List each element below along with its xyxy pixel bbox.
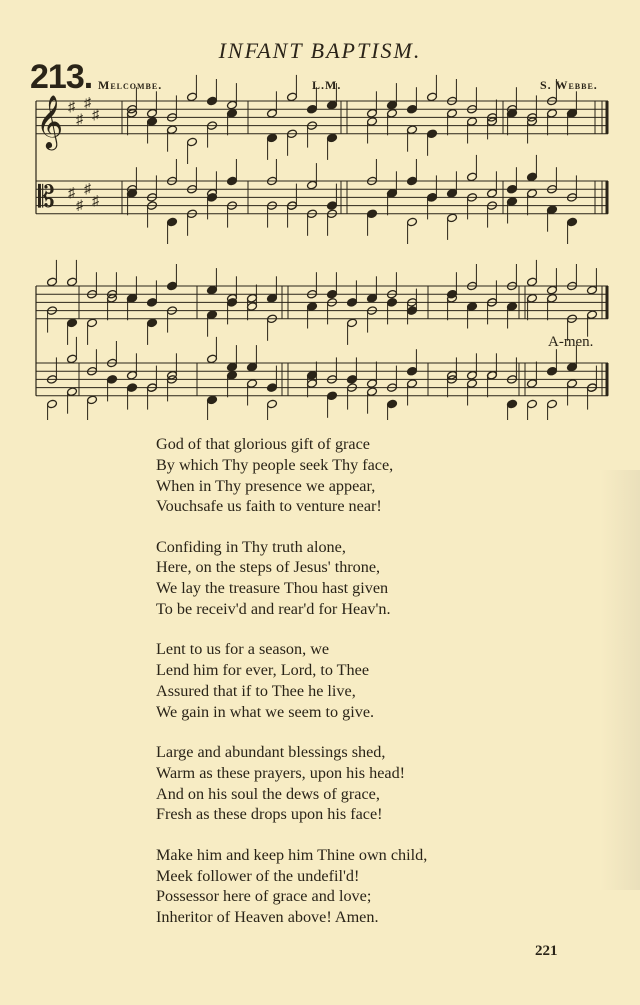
note-head bbox=[267, 294, 278, 304]
note-head bbox=[587, 285, 598, 295]
note-head bbox=[487, 371, 498, 381]
verse-line: Here, on the steps of Jesus' throne, bbox=[156, 558, 381, 577]
note-head bbox=[407, 379, 418, 389]
verse-line: Possessor here of grace and love; bbox=[156, 887, 372, 906]
note-head bbox=[527, 399, 538, 409]
note-head bbox=[347, 375, 358, 385]
verse-line: Lent to us for a season, we bbox=[156, 640, 330, 659]
verse-line: Inheritor of Heaven above! Amen. bbox=[156, 908, 379, 927]
hymn-number: 213. bbox=[30, 58, 93, 96]
note-head bbox=[567, 109, 578, 119]
note-head bbox=[567, 379, 578, 389]
notes bbox=[47, 75, 598, 420]
bleed-through-shadow bbox=[600, 470, 640, 890]
note-head bbox=[147, 109, 158, 119]
sharp-sign: ♯ bbox=[92, 194, 99, 210]
clefs-and-keys bbox=[36, 94, 100, 215]
verse-line: Warm as these prayers, upon his head! bbox=[156, 763, 406, 782]
hymn-text bbox=[156, 434, 576, 947]
note-head bbox=[87, 395, 98, 405]
note-head bbox=[167, 281, 178, 291]
note-head bbox=[367, 294, 378, 304]
note-head bbox=[407, 104, 418, 114]
note-head bbox=[207, 310, 218, 320]
note-head bbox=[227, 176, 238, 186]
note-head bbox=[407, 217, 418, 227]
note-head bbox=[287, 92, 298, 102]
note-head bbox=[387, 298, 398, 308]
note-head bbox=[447, 109, 458, 119]
note-head bbox=[267, 133, 278, 143]
verse-line: Large and abundant blessings shed, bbox=[156, 743, 386, 762]
note-head bbox=[247, 302, 258, 312]
sharp-sign: ♯ bbox=[84, 95, 91, 111]
note-head bbox=[367, 209, 378, 219]
page-number: 221 bbox=[535, 943, 558, 959]
verse-line: We gain in what we seem to give. bbox=[156, 702, 375, 721]
note-head bbox=[207, 285, 218, 295]
note-head bbox=[227, 362, 238, 372]
note-head bbox=[467, 371, 478, 381]
note-head bbox=[387, 189, 398, 199]
note-head bbox=[587, 310, 598, 320]
note-head bbox=[527, 277, 538, 287]
note-head bbox=[307, 180, 318, 190]
sharp-sign: ♯ bbox=[68, 186, 75, 201]
verse-line: Confiding in Thy truth alone, bbox=[156, 537, 346, 556]
note-head bbox=[67, 318, 78, 328]
sharp-sign: ♯ bbox=[68, 100, 75, 115]
bass-clef: 𝄡 bbox=[38, 180, 55, 215]
verse-line: Lend him for ever, Lord, to Thee bbox=[156, 661, 370, 680]
note-head bbox=[207, 395, 218, 405]
note-head bbox=[347, 298, 358, 308]
note-head bbox=[227, 371, 238, 381]
note-head bbox=[327, 133, 338, 143]
note-head bbox=[467, 302, 478, 312]
sharp-sign: ♯ bbox=[76, 198, 83, 214]
note-head bbox=[267, 399, 278, 409]
tune-name: Melcombe. bbox=[98, 78, 163, 92]
section-title: INFANT BAPTISM. bbox=[218, 38, 422, 63]
note-head bbox=[407, 125, 418, 135]
note-head bbox=[187, 137, 198, 147]
verse-line: And on his soul the dews of grace, bbox=[156, 784, 380, 803]
note-head bbox=[387, 109, 398, 119]
note-head bbox=[547, 399, 558, 409]
note-head bbox=[247, 379, 258, 389]
verse-line: Assured that if to Thee he live, bbox=[156, 681, 356, 700]
verse-1 bbox=[156, 434, 576, 517]
note-head bbox=[307, 379, 318, 389]
note-head bbox=[327, 100, 338, 110]
note-head bbox=[567, 217, 578, 227]
note-head bbox=[567, 362, 578, 372]
note-head bbox=[327, 391, 338, 401]
note-head bbox=[507, 399, 518, 409]
note-head bbox=[387, 399, 398, 409]
note-head bbox=[507, 302, 518, 312]
note-head bbox=[467, 117, 478, 127]
note-head bbox=[507, 197, 518, 207]
note-head bbox=[307, 371, 318, 381]
note-head bbox=[307, 302, 318, 312]
music-notation bbox=[0, 0, 640, 420]
note-head bbox=[447, 189, 458, 199]
verse-line: Meek follower of the undefil'd! bbox=[156, 866, 360, 885]
note-head bbox=[547, 285, 558, 295]
note-head bbox=[147, 318, 158, 328]
note-head bbox=[547, 294, 558, 304]
note-head bbox=[187, 92, 198, 102]
note-head bbox=[67, 354, 78, 364]
note-head bbox=[47, 399, 58, 409]
note-head bbox=[467, 172, 478, 182]
note-head bbox=[527, 189, 538, 199]
amen-label: A-men. bbox=[548, 334, 594, 350]
note-head bbox=[367, 109, 378, 119]
note-head bbox=[367, 379, 378, 389]
note-head bbox=[227, 109, 238, 119]
verse-2 bbox=[156, 537, 576, 620]
note-head bbox=[207, 96, 218, 106]
note-head bbox=[47, 277, 58, 287]
note-head bbox=[307, 104, 318, 114]
note-head bbox=[527, 172, 538, 182]
note-head bbox=[67, 277, 78, 287]
note-head bbox=[247, 362, 258, 372]
note-head bbox=[427, 129, 438, 139]
barlines bbox=[36, 101, 607, 396]
note-head bbox=[87, 318, 98, 328]
note-head bbox=[387, 100, 398, 110]
note-head bbox=[427, 92, 438, 102]
note-head bbox=[127, 371, 138, 381]
verse-4 bbox=[156, 742, 576, 825]
verse-line: By which Thy people seek Thy face, bbox=[156, 455, 394, 474]
note-head bbox=[447, 213, 458, 223]
verse-3 bbox=[156, 639, 576, 722]
note-head bbox=[527, 379, 538, 389]
note-head bbox=[127, 383, 138, 393]
sharp-sign: ♯ bbox=[76, 112, 83, 128]
verse-line: Fresh as these drops upon his face! bbox=[156, 805, 383, 824]
note-head bbox=[547, 205, 558, 215]
meter: L.M. bbox=[312, 78, 342, 92]
sharp-sign: ♯ bbox=[84, 181, 91, 197]
note-head bbox=[267, 383, 278, 393]
note-head bbox=[407, 176, 418, 186]
note-head bbox=[367, 387, 378, 397]
note-head bbox=[267, 109, 278, 119]
composer: S. Webbe. bbox=[540, 78, 598, 92]
note-head bbox=[247, 294, 258, 304]
note-head bbox=[487, 189, 498, 199]
note-head bbox=[427, 193, 438, 203]
note-head bbox=[547, 366, 558, 376]
note-head bbox=[407, 306, 418, 316]
note-head bbox=[327, 201, 338, 211]
treble-clef: 𝄞 bbox=[36, 94, 64, 148]
note-head bbox=[227, 100, 238, 110]
note-head bbox=[167, 217, 178, 227]
note-head bbox=[547, 109, 558, 119]
verse-line: Vouchsafe us faith to venture near! bbox=[156, 497, 382, 516]
verse-line: To be receiv'd and rear'd for Heav'n. bbox=[156, 600, 391, 619]
note-head bbox=[467, 379, 478, 389]
note-head bbox=[327, 289, 338, 299]
sharp-sign: ♯ bbox=[92, 108, 99, 124]
note-head bbox=[407, 366, 418, 376]
verse-5 bbox=[156, 845, 576, 928]
note-head bbox=[167, 125, 178, 135]
verse-line: God of that glorious gift of grace bbox=[156, 435, 370, 453]
note-head bbox=[67, 387, 78, 397]
note-head bbox=[107, 375, 118, 385]
note-head bbox=[347, 318, 358, 328]
note-head bbox=[367, 117, 378, 127]
verse-line: When in Thy presence we appear, bbox=[156, 476, 376, 495]
staff-lines bbox=[36, 101, 608, 396]
note-head bbox=[147, 298, 158, 308]
note-head bbox=[147, 117, 158, 127]
verse-line: We lay the treasure Thou hast given bbox=[156, 579, 389, 598]
verse-line: Make him and keep him Thine own child, bbox=[156, 845, 428, 864]
note-head bbox=[527, 294, 538, 304]
note-head bbox=[207, 354, 218, 364]
note-head bbox=[507, 184, 518, 194]
